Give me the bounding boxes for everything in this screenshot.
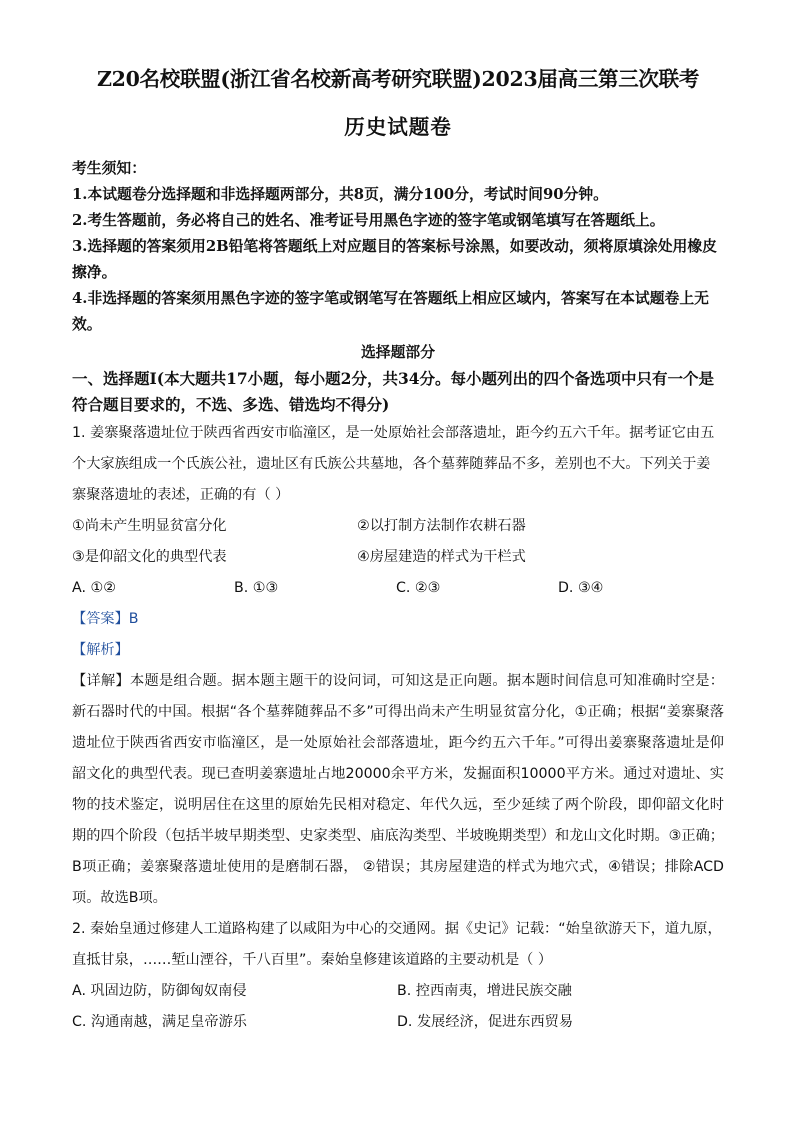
statement-item: ①尚未产生明显贫富分化 bbox=[72, 518, 227, 534]
statement-item: ②以打制方法制作农耕石器 bbox=[357, 518, 526, 534]
options-row bbox=[72, 1007, 724, 1038]
notice-item: 4.非选择题的答案须用黑色字迹的签字笔或钢笔写在答题纸上相应区域内，答案写在本试题卷上无效。 bbox=[72, 290, 709, 333]
notice-heading: 考生须知： bbox=[72, 160, 146, 177]
question-2 bbox=[72, 914, 724, 976]
option-b: B. ①③ bbox=[234, 580, 279, 596]
option-a: A. 巩固边防，防御匈奴南侵 bbox=[72, 983, 247, 999]
exam-title: Z20名校联盟(浙江省名校新高考研究联盟)2023届高三第三次联考 bbox=[96, 67, 700, 91]
answer-label: 【答案】B bbox=[72, 611, 139, 627]
notice-item: 2.考生答题前，务必将自己的姓名、准考证号用黑色字迹的签字笔或钢笔填写在答题纸上。 bbox=[72, 212, 665, 229]
option-c: C. ②③ bbox=[396, 580, 441, 596]
exam-subtitle: 历史试题卷 bbox=[344, 115, 452, 139]
question-stem: 2. 秦始皇通过修建人工道路构建了以咸阳为中心的交通网。据《史记》记载：“始皇欲游天下，道九原，直抵甘泉，……堑山湮谷，千八百里”。秦始皇修建该道路的主要动机是（ ） bbox=[72, 921, 722, 968]
statement-row bbox=[72, 542, 724, 573]
option-d: D. 发展经济，促进东西贸易 bbox=[397, 1014, 574, 1030]
section-title: 选择题部分 bbox=[361, 344, 435, 361]
option-d: D. ③④ bbox=[558, 580, 604, 596]
options-row bbox=[72, 976, 724, 1007]
option-b: B. 控西南夷，增进民族交融 bbox=[397, 983, 572, 999]
analysis-label: 【解析】 bbox=[72, 642, 129, 658]
analysis-text: 【详解】本题是组合题。据本题主题干的设问词，可知这是正向题。据本题时间信息可知准确时空是：新石器时代的中国。根据“各个墓葬随葬品不多”可得出尚未产生明显贫富分化，①正确；根据“姜寨聚落遗址位于陕西省西安市临潼区，是一处原始社会部落遗址，距今约五六千年。”可得出姜寨聚落遗址是仰韶文化的典型代表。现已查明姜寨遗址占地20000余平方米，发掘面积10000平方米。通过对遗址、实物的技术鉴定，说明居住在这里的原始先民相对稳定、年代久远，至少延续了两个阶段，即仰韶文化时期的四个阶段（包括半坡早期类型、史家类型、庙底沟类型、半坡晚期类型）和龙山文化时期。③正确；B项正确；姜寨聚落遗址使用的是磨制石器， ②错误；其房屋建造的样式为地穴式，④错误；排除ACD项。故选B项。 bbox=[72, 673, 724, 906]
option-c: C. 沟通南越，满足皇帝游乐 bbox=[72, 1014, 247, 1030]
options-row bbox=[72, 573, 724, 604]
candidate-notice bbox=[72, 156, 724, 338]
option-a: A. ①② bbox=[72, 580, 116, 596]
exam-page bbox=[72, 62, 724, 1038]
notice-item: 1.本试题卷分选择题和非选择题两部分，共8页，满分100分，考试时间90分钟。 bbox=[72, 186, 608, 203]
notice-item: 3.选择题的答案须用2B铅笔将答题纸上对应题目的答案标号涂黑，如要改动，须将原填涂处用橡皮擦净。 bbox=[72, 238, 717, 281]
statement-item: ④房屋建造的样式为干栏式 bbox=[357, 549, 526, 565]
part-heading: 一、选择题Ⅰ(本大题共17小题，每小题2分，共34分。每小题列出的四个备选项中只有一个是符合题目要求的，不选、多选、错选均不得分) bbox=[72, 369, 715, 414]
question-stem: 1. 姜寨聚落遗址位于陕西省西安市临潼区，是一处原始社会部落遗址，距今约五六千年。据考证它由五个大家族组成一个氏族公社，遗址区有氏族公共墓地，各个墓葬随葬品不多，差别也不大。下列关于姜寨聚落遗址的表述，正确的有（ ） bbox=[72, 425, 715, 503]
statement-item: ③是仰韶文化的典型代表 bbox=[72, 549, 227, 565]
question-1 bbox=[72, 418, 724, 511]
statement-row bbox=[72, 511, 724, 542]
